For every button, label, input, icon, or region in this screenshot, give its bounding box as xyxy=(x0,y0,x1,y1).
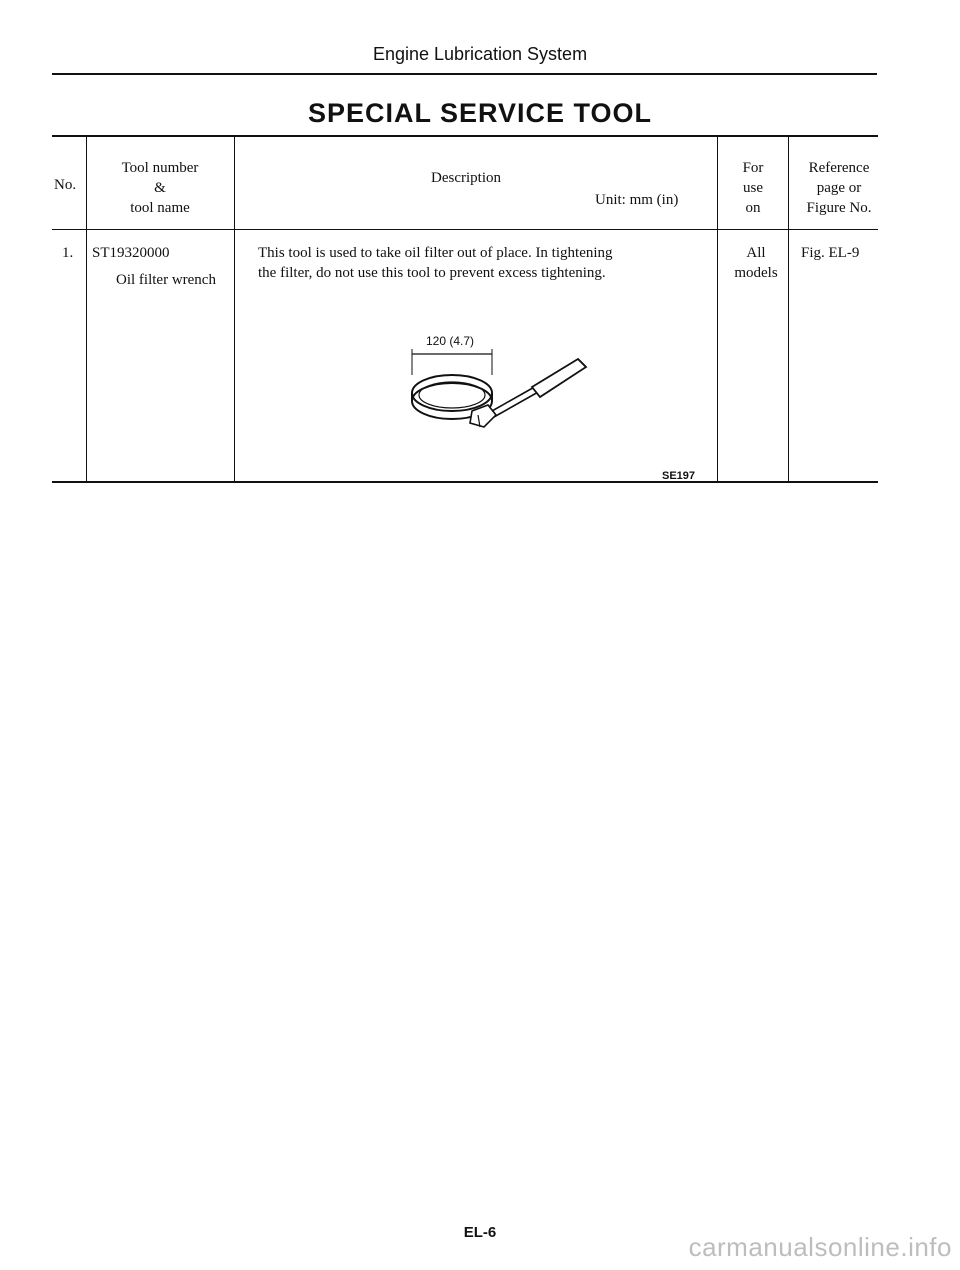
table-bottom-rule xyxy=(52,481,878,483)
header-use-line1: For xyxy=(742,160,764,176)
section-header: Engine Lubrication System xyxy=(372,44,588,64)
column-divider-2 xyxy=(234,135,235,481)
watermark: carmanualsonline.info xyxy=(688,1232,952,1262)
row-use-line1: All xyxy=(746,245,766,261)
row-tool-number: ST19320000 xyxy=(92,245,170,261)
header-tool-line3: tool name xyxy=(130,200,190,216)
page-number: EL-6 xyxy=(463,1224,497,1241)
header-no: No. xyxy=(54,177,77,193)
header-reference-line3: Figure No. xyxy=(806,200,872,216)
row-no: 1. xyxy=(62,245,74,261)
header-rule xyxy=(52,73,877,75)
row-use xyxy=(718,243,794,283)
oil-filter-wrench-illustration xyxy=(400,345,600,455)
dimension-label: 120 (4.7) xyxy=(426,334,475,348)
header-tool xyxy=(86,158,234,218)
header-description: Description xyxy=(431,170,501,186)
header-unit: Unit: mm (in) xyxy=(595,192,679,208)
header-use-line2: use xyxy=(743,180,763,196)
header-use-line3: on xyxy=(745,200,761,216)
header-reference-line1: Reference xyxy=(808,160,870,176)
header-bottom-rule xyxy=(52,229,878,230)
header-tool-line2: & xyxy=(154,180,166,196)
row-description-line1: This tool is used to take oil filter out of place. In tightening xyxy=(258,245,613,261)
header-reference xyxy=(789,158,889,218)
header-reference-line2: page or xyxy=(816,180,862,196)
row-tool-name: Oil filter wrench xyxy=(116,272,216,288)
row-use-line2: models xyxy=(734,265,778,281)
page-title: SPECIAL SERVICE TOOL xyxy=(307,98,653,128)
figure-code: SE197 xyxy=(662,470,696,482)
table-top-rule xyxy=(52,135,878,137)
header-tool-line1: Tool number xyxy=(121,160,199,176)
row-reference: Fig. EL-9 xyxy=(801,245,860,261)
row-description-line2: the filter, do not use this tool to prevent excess tightening. xyxy=(258,265,606,281)
header-use xyxy=(718,158,788,218)
